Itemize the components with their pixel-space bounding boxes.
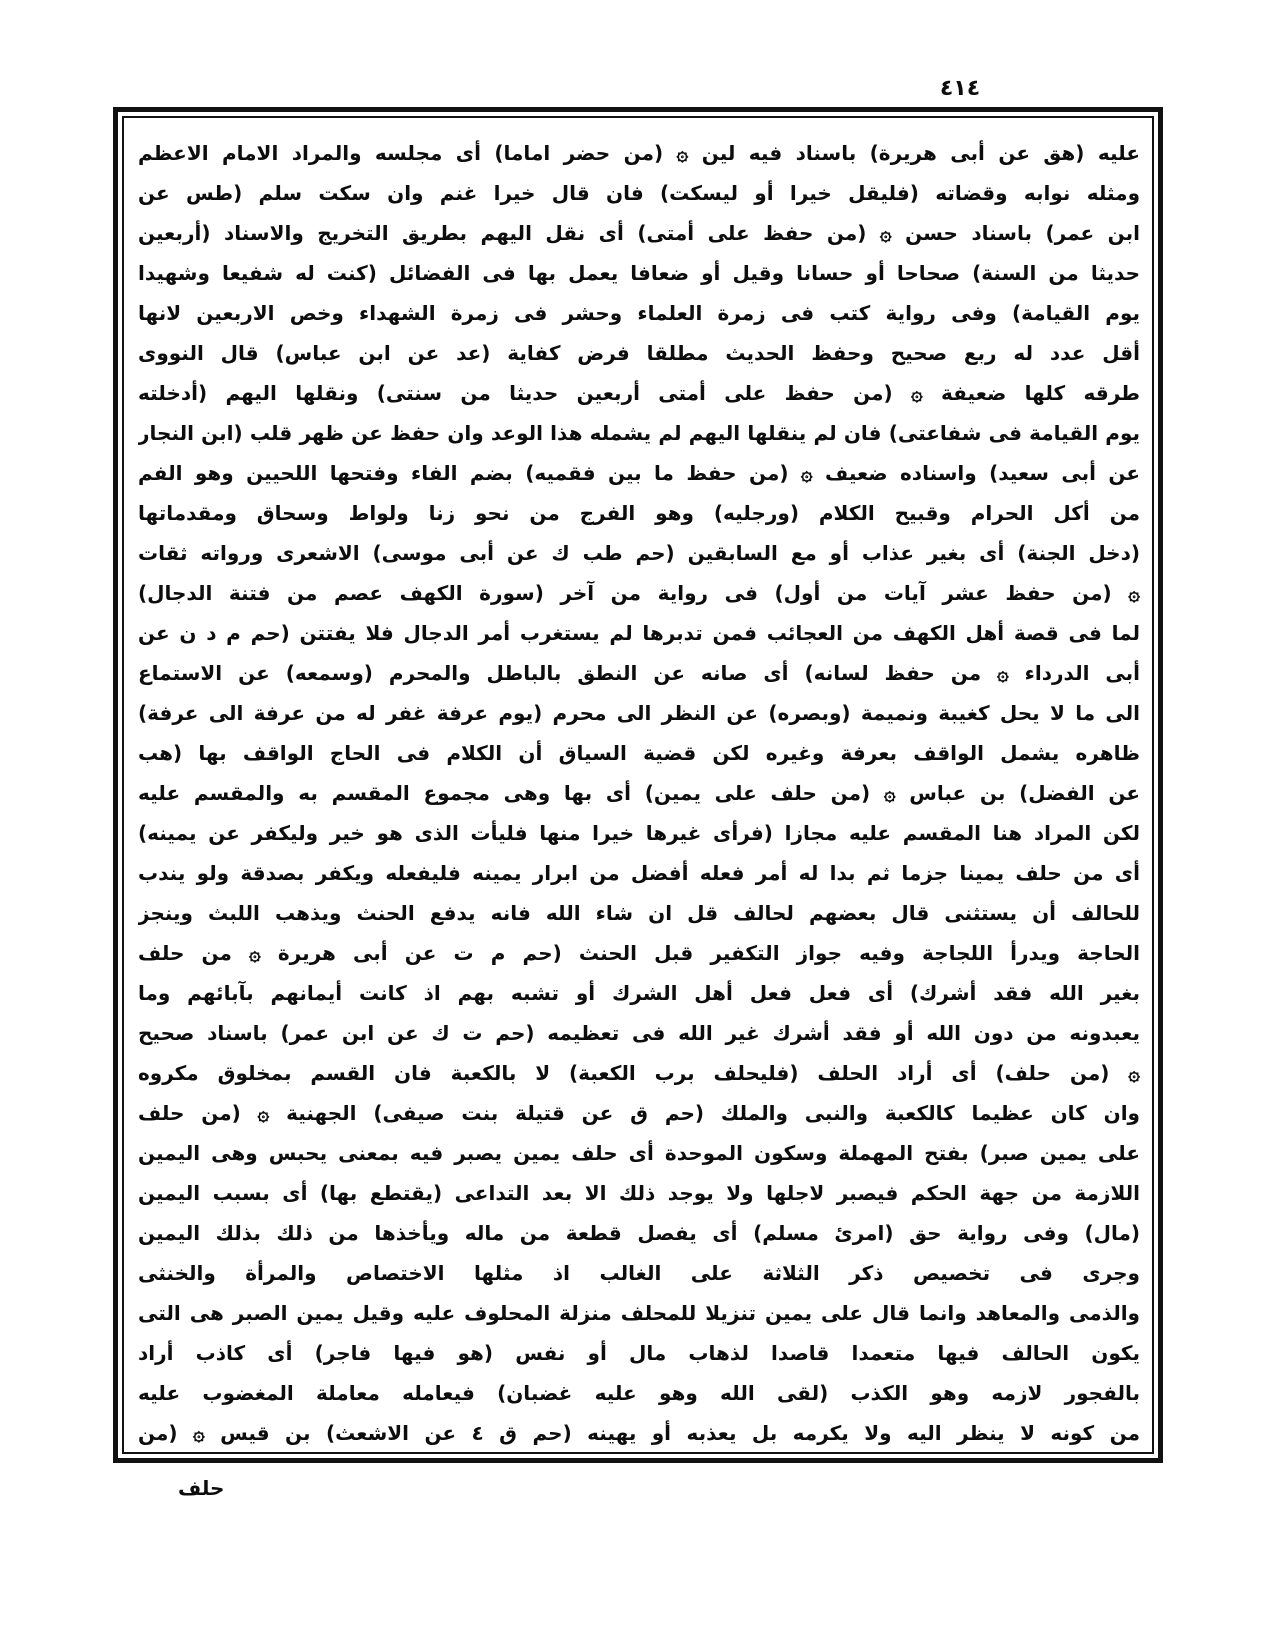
text-line: ومثله نوابه وقضاته (فليقل خيرا أو ليسكت) فان قال خيرا غنم وان سكت سلم (طس عن [138,181,1140,205]
text-line: والذمى والمعاهد وانما قال على يمين تنزيلا للمحلف منزلة المحلوف عليه وقيل يمين الصبر هى التى [138,1301,1140,1325]
text-line: من كونه لا ينظر اليه ولا يكرمه بل يعذبه أو يهينه (حم ق ٤ عن الاشعث) بن قيس ۞ (من [138,1421,1140,1445]
text-line: طرقه كلها ضعيفة ۞ (من حفظ على أمتى أربعين حديثا من سنتى) ونقلها اليهم (أدخلته [138,381,1140,405]
text-line: يكون الحالف فيها متعمدا قاصدا لذهاب مال أو نفس (هو فيها فاجر) أى كاذب أراد [138,1341,1140,1365]
text-line: يوم القيامة فى شفاعتى) فان لم ينقلها اليهم لم يشمله هذا الوعد وان حفظ عن ظهر قلب (ابن النجار [138,421,1140,445]
text-line: أى من حلف يمينا جزما ثم بدا له أمر فعله أفضل من ابرار يمينه فليفعله ويكفر بصدقة ولو يندب [138,861,1140,885]
text-block [138,133,1140,1453]
text-line: على يمين صبر) بفتح المهملة وسكون الموحدة أى حلف يمين يصبر فيه بمعنى يحبس وهى اليمين [138,1141,1140,1165]
text-line: لما فى قصة أهل الكهف من العجائب فمن تدبرها لم يستغرب أمر الدجال فلا يفتتن (حم م د ن عن [138,621,1140,645]
text-line: الحاجة ويدرأ اللجاجة وفيه جواز التكفير قبل الحنث (حم م ت عن أبى هريرة ۞ من حلف [138,941,1140,965]
text-line: يعبدونه من دون الله أو فقد أشرك غير الله فى تعظيمه (حم ت ك عن ابن عمر) باسناد صحيح [138,1021,1140,1045]
text-line: وجرى فى تخصيص ذكر الثلاثة على الغالب اذ مثلها الاختصاص والمرأة والخنثى [138,1261,1140,1285]
text-line: عن الفضل) بن عباس ۞ (من حلف على يمين) أى بها وهى مجموع المقسم به والمقسم عليه [138,781,1140,805]
text-line: عليه (هق عن أبى هريرة) باسناد فيه لين ۞ (من حضر اماما) أى مجلسه والمراد الامام الاعظم [138,141,1140,165]
text-line: ۞ (من حفظ عشر آيات من أول) فى رواية من آخر (سورة الكهف عصم من فتنة الدجال) [138,581,1140,605]
text-line: ظاهره يشمل الواقف بعرفة وغيره لكن قضية السياق أن الكلام فى الحاج الواقف بها (هب [138,741,1140,765]
text-line: عن أبى سعيد) واسناده ضعيف ۞ (من حفظ ما بين فقميه) بضم الفاء وفتحها اللحيين وهو الفم [138,461,1140,485]
text-line: وان كان عظيما كالكعبة والنبى والملك (حم ق عن قتيلة بنت صيفى) الجهنية ۞ (من حلف [138,1101,1140,1125]
text-line: (دخل الجنة) أى بغير عذاب أو مع السابقين (حم طب ك عن أبى موسى) الاشعرى ورواته ثقات [138,541,1140,565]
text-line: (مال) وفى رواية حق (امرئ مسلم) أى يفصل قطعة من ماله ويأخذها من ذلك بذلك اليمين [138,1221,1140,1245]
text-line: أبى الدرداء ۞ من حفظ لسانه) أى صانه عن النطق بالباطل والمحرم (وسمعه) عن الاستماع [138,661,1140,685]
text-line: حديثا من السنة) صحاحا أو حسانا وقيل أو ضعافا يعمل بها فى الفضائل (كنت له شفيعا وشهيدا [138,261,1140,285]
text-line: ابن عمر) باسناد حسن ۞ (من حفظ على أمتى) أى نقل اليهم بطريق التخريج والاسناد (أربعين [138,221,1140,245]
text-line: بغير الله فقد أشرك) أى فعل فعل أهل الشرك أو تشبه بهم اذ كانت أيمانهم بآبائهم وما [138,981,1140,1005]
text-line: اللازمة من جهة الحكم فيصبر لاجلها ولا يوجد ذلك الا بعد التداعى (يقتطع بها) أى بسبب اليمين [138,1181,1140,1205]
page-number: ٤١٤ [939,76,981,101]
text-line: للحالف أن يستثنى قال بعضهم لحالف قل ان شاء الله فانه يدفع الحنث ويذهب اللبث وينجز [138,901,1140,925]
text-line: بالفجور لازمه وهو الكذب (لقى الله وهو عليه غضبان) فيعامله معاملة المغضوب عليه [138,1381,1140,1405]
text-line: أقل عدد له ربع صحيح وحفظ الحديث مطلقا فرض كفاية (عد عن ابن عباس) قال النووى [138,341,1140,365]
text-line: ۞ (من حلف) أى أراد الحلف (فليحلف برب الكعبة) لا بالكعبة فان القسم بمخلوق مكروه [138,1061,1140,1085]
text-line: لكن المراد هنا المقسم عليه مجازا (فرأى غيرها خيرا منها فليأت الذى هو خير وليكفر عن يمينه) [138,821,1140,845]
text-line: من أكل الحرام وقبيح الكلام (ورجليه) وهو الفرج من نحو زنا ولواط وسحاق ومقدماتها [138,501,1140,525]
catchword: حلف [178,1476,225,1500]
text-line: يوم القيامة) وفى رواية كتب فى زمرة العلماء وحشر فى زمرة الشهداء وخص الاربعين لانها [138,301,1140,325]
text-line: الى ما لا يحل كغيبة ونميمة (وبصره) عن النظر الى محرم (يوم عرفة غفر له من عرفة الى عرفة) [138,701,1140,725]
